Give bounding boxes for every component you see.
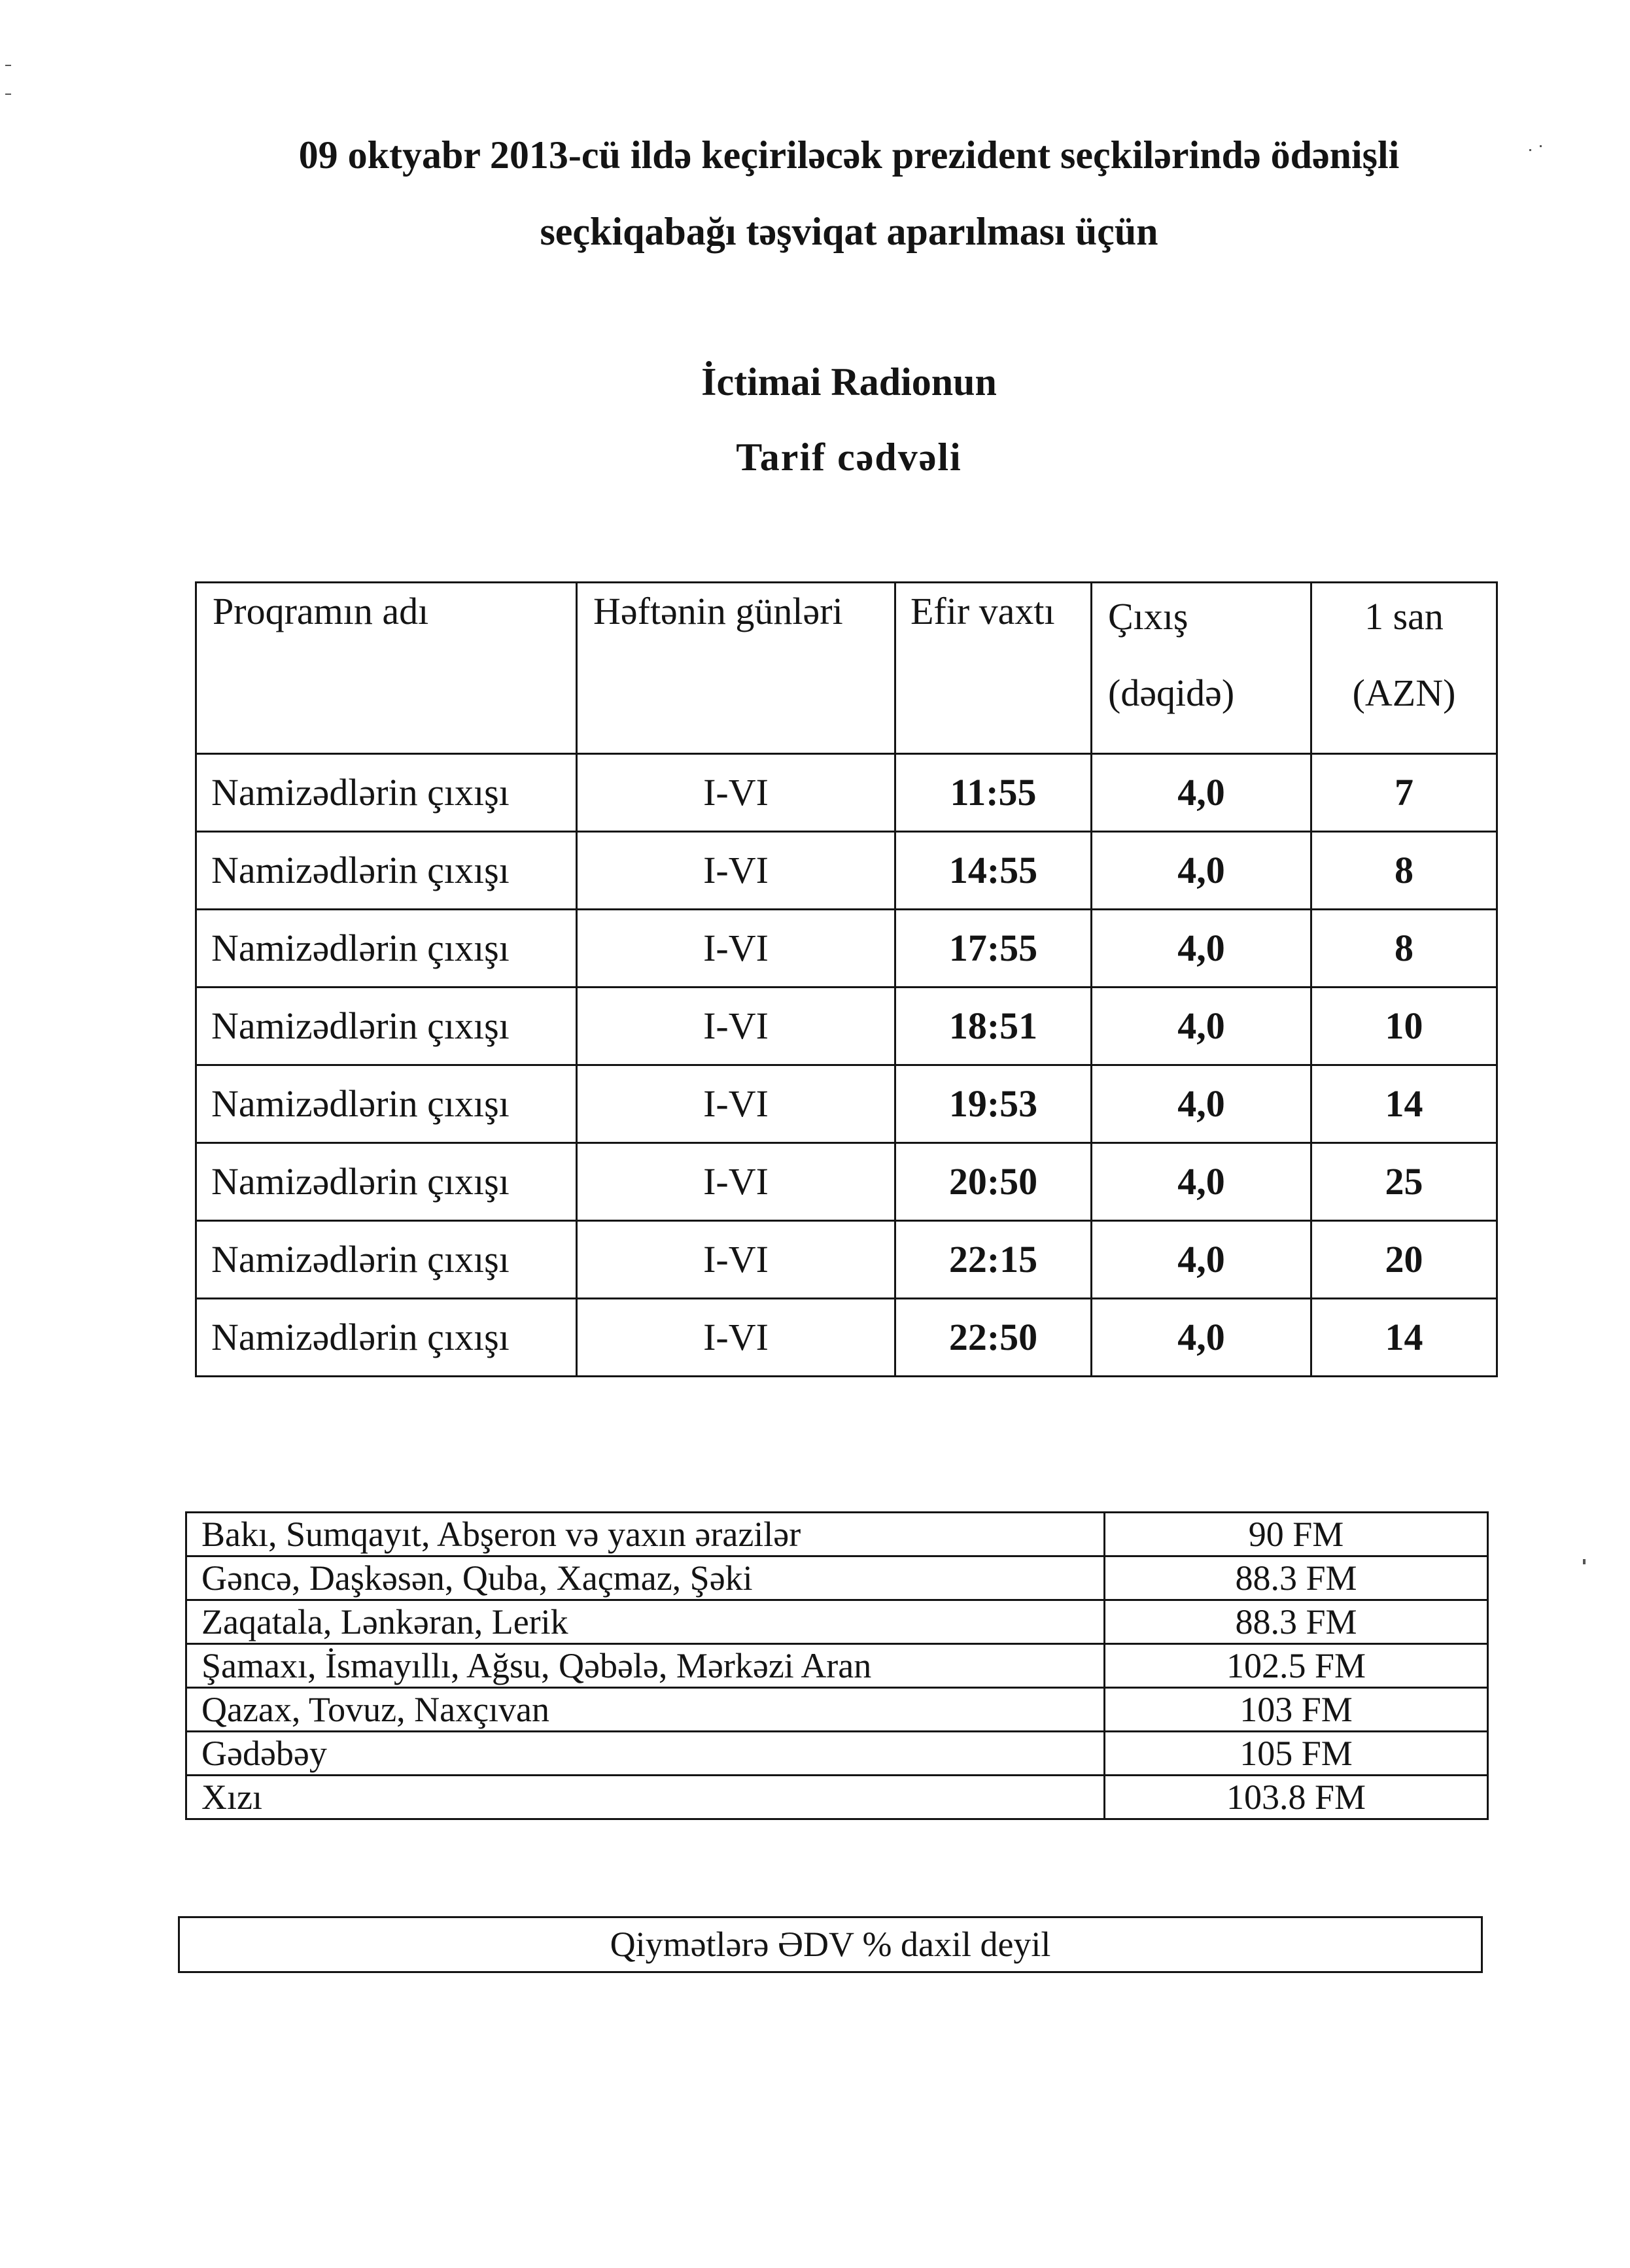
days-cell: I-VI xyxy=(577,1143,895,1221)
days-cell: I-VI xyxy=(577,832,895,910)
table-row xyxy=(186,1600,1488,1644)
table-row xyxy=(186,1688,1488,1732)
duration-cell: 4,0 xyxy=(1092,988,1311,1065)
program-cell: Namizədlərin çıxışı xyxy=(196,988,577,1065)
frequency-cell: 88.3 FM xyxy=(1105,1556,1488,1600)
scan-speck xyxy=(5,65,11,66)
document-subtitle-line-1: İctimai Radionun xyxy=(701,360,997,404)
header-days: Həftənin günləri xyxy=(577,583,895,754)
airtime-cell: 20:50 xyxy=(895,1143,1092,1221)
airtime-cell: 19:53 xyxy=(895,1065,1092,1143)
price-cell: 25 xyxy=(1311,1143,1497,1221)
program-cell: Namizədlərin çıxışı xyxy=(196,1143,577,1221)
airtime-cell: 17:55 xyxy=(895,910,1092,988)
region-cell: Gədəbəy xyxy=(186,1732,1105,1776)
table-row xyxy=(196,988,1497,1065)
duration-cell: 4,0 xyxy=(1092,1299,1311,1377)
frequency-table xyxy=(185,1511,1489,1820)
duration-cell: 4,0 xyxy=(1092,754,1311,832)
program-cell: Namizədlərin çıxışı xyxy=(196,910,577,988)
price-cell: 14 xyxy=(1311,1065,1497,1143)
price-cell: 20 xyxy=(1311,1221,1497,1299)
scan-speck xyxy=(1583,1559,1586,1564)
region-cell: Qazax, Tovuz, Naxçıvan xyxy=(186,1688,1105,1732)
region-cell: Xızı xyxy=(186,1776,1105,1819)
table-row xyxy=(186,1644,1488,1688)
region-cell: Zaqatala, Lənkəran, Lerik xyxy=(186,1600,1105,1644)
header-airtime: Efir vaxtı xyxy=(895,583,1092,754)
header-duration xyxy=(1092,583,1311,754)
table-row xyxy=(196,1143,1497,1221)
table-row xyxy=(186,1776,1488,1819)
days-cell: I-VI xyxy=(577,1065,895,1143)
program-cell: Namizədlərin çıxışı xyxy=(196,1299,577,1377)
program-cell: Namizədlərin çıxışı xyxy=(196,1221,577,1299)
frequency-cell: 102.5 FM xyxy=(1105,1644,1488,1688)
vat-note: Qiymətlərə ƏDV % daxil deyil xyxy=(178,1916,1483,1973)
tariff-table-header-row xyxy=(196,583,1497,754)
price-cell: 8 xyxy=(1311,910,1497,988)
table-row xyxy=(186,1556,1488,1600)
price-cell: 14 xyxy=(1311,1299,1497,1377)
duration-cell: 4,0 xyxy=(1092,832,1311,910)
days-cell: I-VI xyxy=(577,988,895,1065)
header-program: Proqramın adı xyxy=(196,583,577,754)
table-row xyxy=(196,1065,1497,1143)
table-row xyxy=(196,1299,1497,1377)
table-row xyxy=(186,1732,1488,1776)
days-cell: I-VI xyxy=(577,1299,895,1377)
scan-speck xyxy=(5,94,11,95)
airtime-cell: 11:55 xyxy=(895,754,1092,832)
airtime-cell: 18:51 xyxy=(895,988,1092,1065)
frequency-cell: 103 FM xyxy=(1105,1688,1488,1732)
frequency-cell: 105 FM xyxy=(1105,1732,1488,1776)
price-cell: 8 xyxy=(1311,832,1497,910)
table-row xyxy=(196,910,1497,988)
price-cell: 10 xyxy=(1311,988,1497,1065)
header-price-line-1: 1 san xyxy=(1364,595,1444,638)
program-cell: Namizədlərin çıxışı xyxy=(196,754,577,832)
duration-cell: 4,0 xyxy=(1092,1221,1311,1299)
airtime-cell: 22:50 xyxy=(895,1299,1092,1377)
document-title-line-1: 09 oktyabr 2013-cü ildə keçiriləcək prezident seçkilərində ödənişli xyxy=(298,133,1400,177)
duration-cell: 4,0 xyxy=(1092,1065,1311,1143)
duration-cell: 4,0 xyxy=(1092,910,1311,988)
header-price xyxy=(1311,583,1497,754)
document-title-line-2: seçkiqabağı təşviqat aparılması üçün xyxy=(540,210,1158,253)
region-cell: Gəncə, Daşkəsən, Quba, Xaçmaz, Şəki xyxy=(186,1556,1105,1600)
table-row xyxy=(196,832,1497,910)
tariff-table xyxy=(195,581,1498,1377)
document-subtitle-line-2: Tarif cədvəli xyxy=(736,436,962,479)
days-cell: I-VI xyxy=(577,754,895,832)
airtime-cell: 14:55 xyxy=(895,832,1092,910)
frequency-cell: 88.3 FM xyxy=(1105,1600,1488,1644)
region-cell: Bakı, Sumqayıt, Abşeron və yaxın ərazilər xyxy=(186,1513,1105,1556)
days-cell: I-VI xyxy=(577,1221,895,1299)
frequency-cell: 90 FM xyxy=(1105,1513,1488,1556)
table-row xyxy=(196,1221,1497,1299)
program-cell: Namizədlərin çıxışı xyxy=(196,832,577,910)
airtime-cell: 22:15 xyxy=(895,1221,1092,1299)
header-price-line-2: (AZN) xyxy=(1352,672,1456,714)
price-cell: 7 xyxy=(1311,754,1497,832)
program-cell: Namizədlərin çıxışı xyxy=(196,1065,577,1143)
header-duration-line-1: Çıxış xyxy=(1108,595,1188,638)
frequency-cell: 103.8 FM xyxy=(1105,1776,1488,1819)
duration-cell: 4,0 xyxy=(1092,1143,1311,1221)
header-duration-line-2: (dəqidə) xyxy=(1108,672,1235,714)
table-row xyxy=(186,1513,1488,1556)
table-row xyxy=(196,754,1497,832)
region-cell: Şamaxı, İsmayıllı, Ağsu, Qəbələ, Mərkəzi Aran xyxy=(186,1644,1105,1688)
days-cell: I-VI xyxy=(577,910,895,988)
